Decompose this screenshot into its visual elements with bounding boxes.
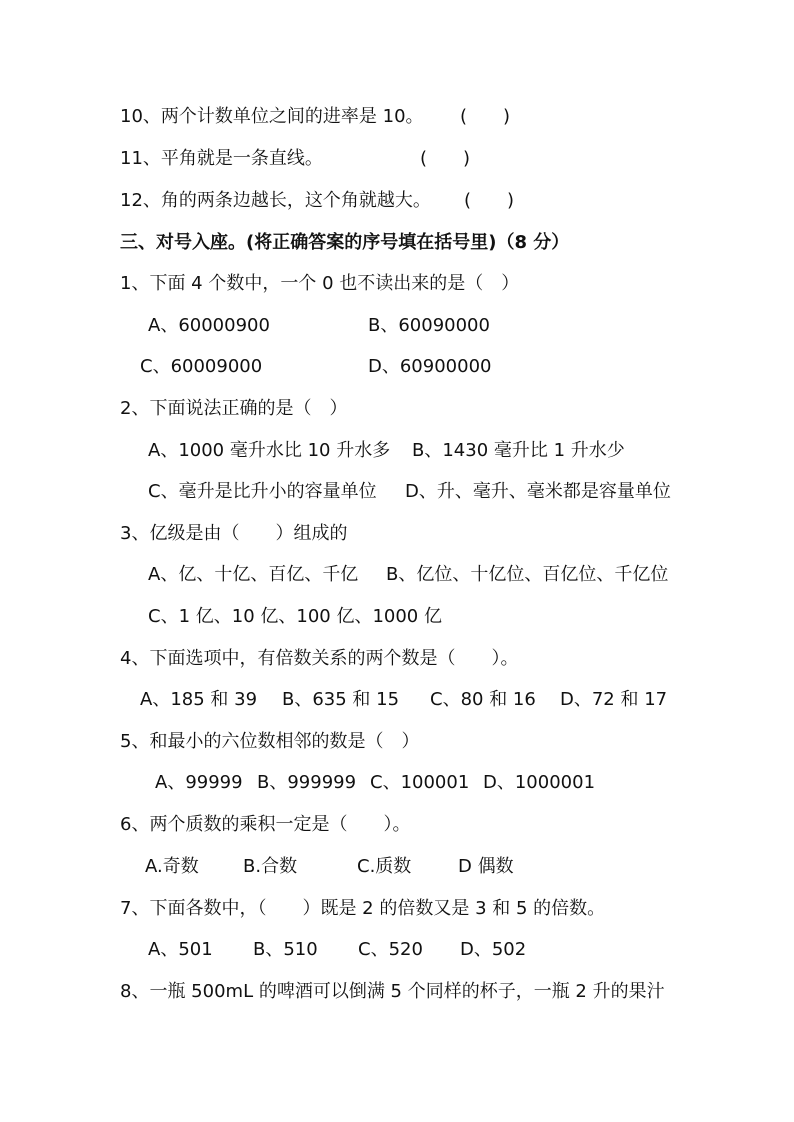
- option-d: D、502: [460, 939, 527, 960]
- option-a: A、99999: [155, 772, 243, 793]
- question-stem: 4、下面选项中，有倍数关系的两个数是（ ）。: [120, 648, 519, 669]
- option-b: B、999999: [257, 772, 357, 793]
- section-heading-text: 三、对号入座。(将正确答案的序号填在括号里)（8 分）: [120, 232, 570, 253]
- question-stem: 2、下面说法正确的是（ ）: [120, 398, 348, 419]
- tf-item-text: 12、角的两条边越长，这个角就越大。: [120, 190, 431, 211]
- option-c: C.质数: [357, 856, 412, 877]
- option-b: B、亿位、十亿位、百亿位、千亿位: [386, 564, 669, 585]
- option-d: D、1000001: [483, 772, 596, 793]
- option-c: C、1 亿、10 亿、100 亿、1000 亿: [148, 606, 442, 627]
- question-stem: 1、下面 4 个数中，一个 0 也不读出来的是（ ）: [120, 273, 520, 294]
- option-b: B、510: [253, 939, 318, 960]
- question-stem: 6、两个质数的乘积一定是（ ）。: [120, 814, 411, 835]
- option-d: D、60900000: [368, 356, 492, 377]
- tf-item-text: 11、平角就是一条直线。: [120, 148, 323, 169]
- answer-blank: ( ): [464, 190, 515, 211]
- option-a: A、亿、十亿、百亿、千亿: [148, 564, 359, 585]
- option-a: A、185 和 39: [140, 689, 258, 710]
- option-b: B、1430 毫升比 1 升水少: [412, 440, 625, 461]
- option-d: D、升、毫升、毫米都是容量单位: [405, 481, 671, 502]
- option-c: C、520: [358, 939, 423, 960]
- question-stem: 8、一瓶 500mL 的啤酒可以倒满 5 个同样的杯子，一瓶 2 升的果汁: [120, 981, 665, 1002]
- question-stem: 5、和最小的六位数相邻的数是（ ）: [120, 731, 420, 752]
- option-a: A.奇数: [145, 856, 199, 877]
- option-a: A、60000900: [148, 315, 270, 336]
- option-c: C、60009000: [140, 356, 263, 377]
- option-b: B.合数: [243, 856, 298, 877]
- option-d: D 偶数: [458, 856, 514, 877]
- answer-blank: ( ): [420, 148, 471, 169]
- option-a: A、1000 毫升水比 10 升水多: [148, 440, 391, 461]
- option-c: C、毫升是比升小的容量单位: [148, 481, 377, 502]
- option-a: A、501: [148, 939, 213, 960]
- option-b: B、635 和 15: [282, 689, 400, 710]
- option-c: C、100001: [370, 772, 470, 793]
- question-stem: 3、亿级是由（ ）组成的: [120, 523, 348, 544]
- option-d: D、72 和 17: [560, 689, 668, 710]
- tf-item-text: 10、两个计数单位之间的进率是 10。: [120, 106, 424, 127]
- option-c: C、80 和 16: [430, 689, 536, 710]
- answer-blank: ( ): [460, 106, 511, 127]
- question-stem: 7、下面各数中，（ ）既是 2 的倍数又是 3 和 5 的倍数。: [120, 898, 606, 919]
- option-b: B、60090000: [368, 315, 490, 336]
